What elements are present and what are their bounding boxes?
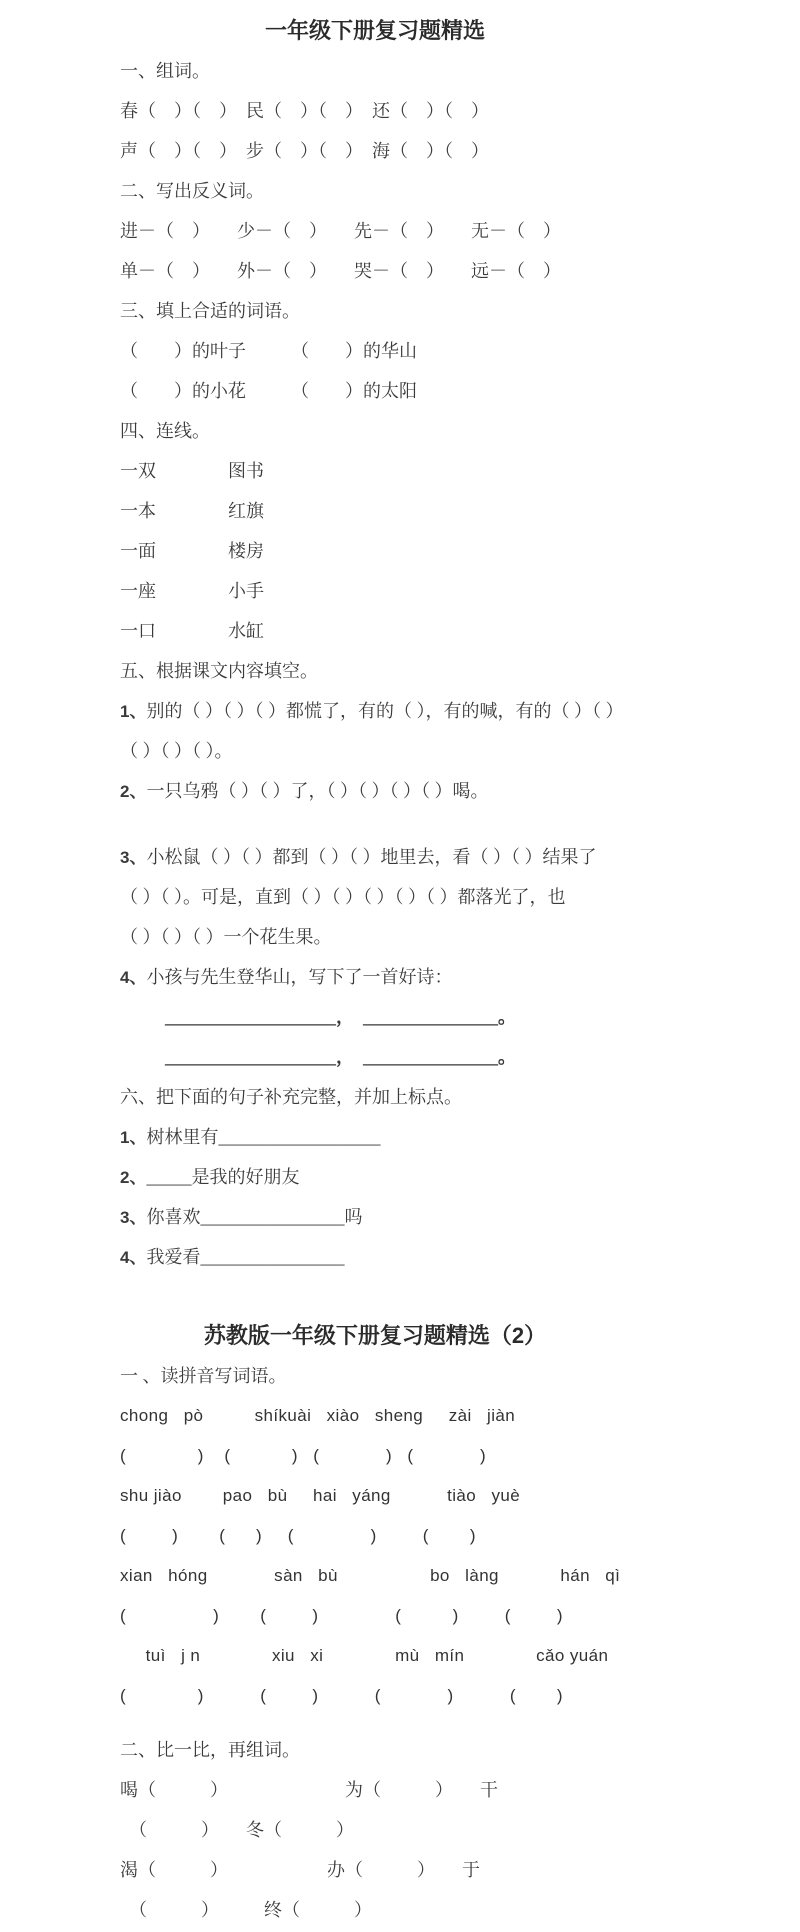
item-text: _____是我的好朋友 bbox=[146, 1167, 300, 1187]
numbered-item bbox=[0, 771, 800, 811]
exercise-line: （ ）的小花 （ ）的太阳 bbox=[120, 381, 417, 401]
numbered-item bbox=[0, 1157, 800, 1197]
section-heading-3: 三、填上合适的词语。 bbox=[120, 301, 300, 321]
item-number: 1、 bbox=[120, 702, 147, 721]
item-text: 别的（ ）（ ）（ ）都慌了，有的（ ），有的喊，有的（ ）（ ） bbox=[146, 701, 624, 721]
matching-row: 一本 红旗 bbox=[120, 501, 264, 521]
matching-row: 一面 楼房 bbox=[120, 541, 264, 561]
item-text: 一只乌鸦（ ）（ ）了，（ ）（ ）（ ）（ ）喝。 bbox=[146, 781, 489, 801]
blank-line: ___________________， _______________。 bbox=[165, 1007, 516, 1027]
numbered-item bbox=[0, 1197, 800, 1237]
section-heading-1: 一、组词。 bbox=[120, 61, 210, 81]
numbered-item bbox=[0, 957, 800, 997]
item-text: 我爱看________________ bbox=[146, 1247, 345, 1267]
exercise-line: 单－（ ） 外－（ ） 哭－（ ） 远－（ ） bbox=[120, 261, 561, 281]
matching-row: 一双 图书 bbox=[120, 461, 264, 481]
pinyin-answer-line: ( ) ( ) ( ) ( ) bbox=[120, 1606, 563, 1625]
doc1-title: 一年级下册复习题精选 bbox=[264, 18, 485, 43]
item-continuation: （ ）（ ）。可是，直到（ ）（ ）（ ）（ ）（ ）都落光了，也 bbox=[120, 887, 566, 907]
section-heading-4: 四、连线。 bbox=[120, 421, 210, 441]
exercise-line: 进－（ ） 少－（ ） 先－（ ） 无－（ ） bbox=[120, 221, 561, 241]
section-heading-2: 二、写出反义词。 bbox=[120, 181, 264, 201]
numbered-item bbox=[0, 1237, 800, 1277]
item-text: 你喜欢________________吗 bbox=[146, 1207, 363, 1227]
pinyin-line: chong pò shíkuài xiào sheng zài jiàn bbox=[120, 1406, 516, 1425]
matching-row: 一座 小手 bbox=[120, 581, 264, 601]
matching-row: 一口 水缸 bbox=[120, 621, 264, 641]
item-number: 3、 bbox=[120, 1208, 147, 1227]
numbered-item bbox=[0, 691, 800, 731]
doc2-title: 苏教版一年级下册复习题精选（2） bbox=[203, 1323, 547, 1348]
exercise-line: 声（ ）（ ） 步（ ）（ ） 海（ ）（ ） bbox=[120, 141, 489, 161]
item-text: 小孩与先生登华山，写下了一首好诗： bbox=[146, 967, 453, 987]
section-heading-compare: 二、比一比，再组词。 bbox=[120, 1740, 300, 1760]
blank-line: ___________________， _______________。 bbox=[165, 1047, 516, 1067]
item-number: 2、 bbox=[120, 1168, 147, 1187]
item-number: 1、 bbox=[120, 1128, 147, 1147]
section-heading-pinyin: 一 、读拼音写词语。 bbox=[120, 1366, 287, 1386]
item-number: 2、 bbox=[120, 782, 147, 801]
numbered-item bbox=[0, 837, 800, 877]
item-number: 4、 bbox=[120, 968, 147, 987]
item-number: 3、 bbox=[120, 848, 147, 867]
compare-row: （ ） 终（ ） bbox=[120, 1900, 372, 1920]
exercise-line: 春（ ）（ ） 民（ ）（ ） 还（ ）（ ） bbox=[120, 101, 489, 121]
pinyin-line: tuì j n xiu xi mù mín cǎo yuán bbox=[120, 1646, 609, 1665]
compare-row: 喝（ ） 为（ ） 干 bbox=[120, 1780, 498, 1800]
compare-row: 渴（ ） 办（ ） 于 bbox=[120, 1860, 480, 1880]
section-heading-6: 六、把下面的句子补充完整，并加上标点。 bbox=[120, 1087, 462, 1107]
section-heading-5: 五、根据课文内容填空。 bbox=[120, 661, 318, 681]
item-text: 树林里有__________________ bbox=[146, 1127, 381, 1147]
item-continuation: （ ）（ ）（ ）。 bbox=[120, 741, 233, 761]
pinyin-answer-line: ( ) ( ) ( ) ( ) bbox=[120, 1686, 563, 1705]
pinyin-answer-line: ( ) ( ) ( ) ( ) bbox=[120, 1446, 487, 1465]
item-number: 4、 bbox=[120, 1248, 147, 1267]
pinyin-line: xian hóng sàn bù bo làng hán qì bbox=[120, 1566, 621, 1585]
compare-row: （ ） 冬（ ） bbox=[120, 1820, 354, 1840]
item-text: 小松鼠（ ）（ ）都到（ ）（ ）地里去，看（ ）（ ）结果了 bbox=[146, 847, 597, 867]
numbered-item bbox=[0, 1117, 800, 1157]
pinyin-answer-line: ( ) ( ) ( ) ( ) bbox=[120, 1526, 476, 1545]
pinyin-line: shu jiào pao bù hai yáng tiào yuè bbox=[120, 1486, 521, 1505]
exercise-line: （ ）的叶子 （ ）的华山 bbox=[120, 341, 417, 361]
item-continuation: （ ）（ ）（ ）一个花生果。 bbox=[120, 927, 332, 947]
